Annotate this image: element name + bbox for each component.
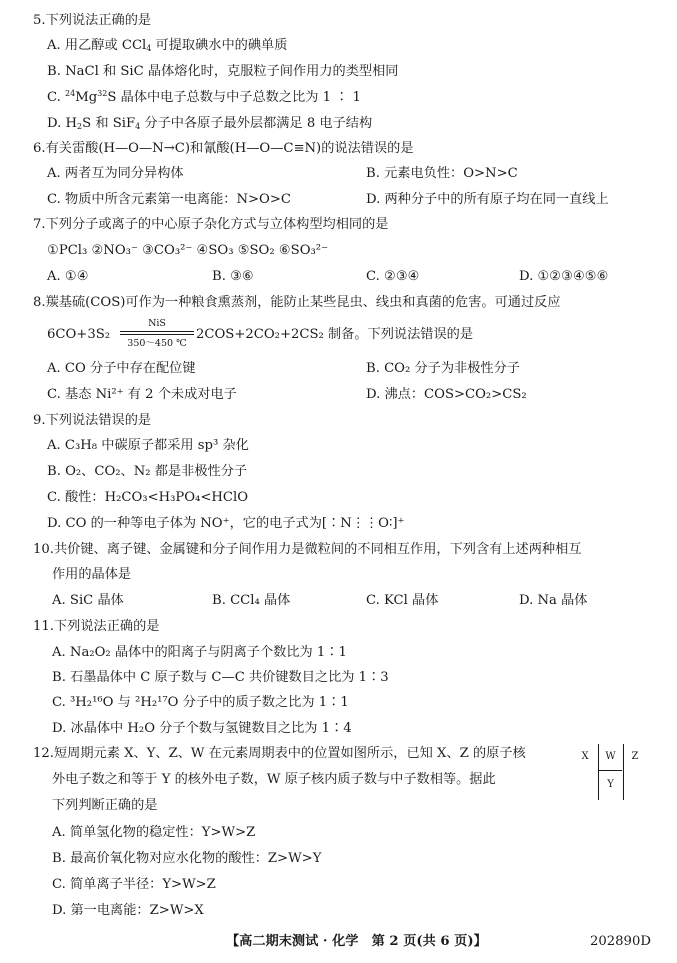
q10-option-a: A. SiC 晶体 <box>52 593 124 608</box>
q11-option-d: D. 冰晶体中 H₂O 分子个数与氢键数目之比为 1∶4 <box>52 721 352 736</box>
q10-option-c: C. KCl 晶体 <box>366 593 439 608</box>
q7-option-b: B. ③⑥ <box>212 269 254 284</box>
table-cell-z: Z <box>631 751 639 762</box>
q9-option-c: C. 酸性：H₂CO₃<H₃PO₄<HClO <box>47 490 249 505</box>
q10-stem-continued: 作用的晶体是 <box>52 567 132 582</box>
q7-items: ①PCl₃ ②NO₃⁻ ③CO₃²⁻ ④SO₃ ⑤SO₂ ⑥SO₃²⁻ <box>47 243 329 258</box>
q8-option-a: A. CO 分子中存在配位键 <box>47 361 196 376</box>
q6-stem: 6.有关雷酸(H—O—N→C)和氰酸(H—O—C≡N)的说法错误的是 <box>33 141 414 156</box>
q5-option-c: C. $^{24}$Mg$^{32}$S 晶体中电子总数与中子总数之比为 1 ∶ 1 <box>47 89 361 105</box>
q8-option-c: C. 基态 Ni²⁺ 有 2 个未成对电子 <box>47 387 237 402</box>
q12-option-a: A. 简单氢化物的稳定性：Y>W>Z <box>52 825 256 840</box>
q11-option-a: A. Na₂O₂ 晶体中的阳离子与阴离子个数比为 1∶1 <box>52 645 347 660</box>
q8-equation-right: 2COS+2CO₂+2CS₂ 制备。下列说法错误的是 <box>196 327 474 342</box>
q6-option-c: C. 物质中所含元素第一电离能：N>O>C <box>47 192 291 207</box>
q9-stem: 9.下列说法错误的是 <box>33 413 152 428</box>
q12-option-b: B. 最高价氧化物对应水化物的酸性：Z>W>Y <box>52 851 322 866</box>
equals-line-bottom <box>120 334 194 335</box>
q11-stem: 11.下列说法正确的是 <box>33 619 160 634</box>
q8-equation-left: 6CO+3S₂ <box>47 327 111 342</box>
q11-option-c: C. ³H₂¹⁶O 与 ²H₂¹⁷O 分子中的质子数之比为 1∶1 <box>52 695 349 710</box>
q5-option-d: D. $H_2S$ 和 SiF$_4$ 分子中各原子最外层都满足 8 电子结构 <box>47 116 373 131</box>
q7-stem: 7.下列分子或离子的中心原子杂化方式与立体构型均相同的是 <box>33 217 389 232</box>
q12-stem-continued: 外电子数之和等于 Y 的核外电子数，W 原子核内质子数与中子数相等。据此 <box>52 772 496 787</box>
q8-option-b: B. CO₂ 分子为非极性分子 <box>366 361 520 376</box>
table-line-middle <box>599 770 622 771</box>
reaction-arrow <box>118 319 196 349</box>
q8-option-d: D. 沸点：COS>CO₂>CS₂ <box>366 387 527 402</box>
q5-stem: 5.下列说法正确的是 <box>33 13 152 28</box>
reaction-catalyst: NiS <box>148 318 166 329</box>
q11-option-b: B. 石墨晶体中 C 原子数与 C—C 共价键数目之比为 1∶3 <box>52 670 389 685</box>
page-footer-code: 202890D <box>590 934 651 949</box>
q10-stem: 10.共价键、离子键、金属键和分子间作用力是微粒间的不同相互作用，下列含有上述两种相互 <box>33 542 582 557</box>
q7-option-c: C. ②③④ <box>366 269 420 284</box>
q12-stem: 12.短周期元素 X、Y、Z、W 在元素周期表中的位置如图所示，已知 X、Z 的原子核 <box>33 746 526 761</box>
q5-option-b: B. NaCl 和 SiC 晶体熔化时，克服粒子间作用力的类型相同 <box>47 64 399 79</box>
page-footer-title: 【高二期末测试 · 化学 第 2 页(共 6 页)】 <box>226 934 487 949</box>
q7-option-a: A. ①④ <box>47 269 89 284</box>
q8-stem: 8.羰基硫(COS)可作为一种粮食熏蒸剂，能防止某些昆虫、线虫和真菌的危害。可通过反应 <box>33 295 561 310</box>
q6-option-a: A. 两者互为同分异构体 <box>47 166 184 181</box>
q7-option-d: D. ①②③④⑤⑥ <box>519 269 609 284</box>
q12-stem-end: 下列判断正确的是 <box>52 798 158 813</box>
q6-option-d: D. 两种分子中的所有原子均在同一直线上 <box>366 192 609 207</box>
table-cell-x: X <box>581 751 589 762</box>
q12-option-c: C. 简单离子半径：Y>W>Z <box>52 877 216 892</box>
q6-option-b: B. 元素电负性：O>N>C <box>366 166 518 181</box>
q10-option-b: B. CCl₄ 晶体 <box>212 593 291 608</box>
table-cell-w: W <box>605 751 616 762</box>
table-line-right <box>623 744 624 800</box>
q9-option-d: D. CO 的一种等电子体为 NO⁺，它的电子式为[∶N⋮⋮O∶]⁺ <box>47 516 405 531</box>
q12-option-d: D. 第一电离能：Z>W>X <box>52 903 204 918</box>
q9-option-a: A. C₃H₈ 中碳原子都采用 sp³ 杂化 <box>47 438 249 453</box>
reaction-condition: 350～450 ℃ <box>127 338 187 349</box>
q5-option-a: A. 用乙醇或 CCl$_4$ 可提取碘水中的碘单质 <box>47 38 288 53</box>
q9-option-b: B. O₂、CO₂、N₂ 都是非极性分子 <box>47 464 248 479</box>
q10-option-d: D. Na 晶体 <box>519 593 588 608</box>
table-cell-y: Y <box>607 779 614 790</box>
periodic-table-fragment <box>576 744 666 800</box>
equals-line-top <box>120 331 194 332</box>
